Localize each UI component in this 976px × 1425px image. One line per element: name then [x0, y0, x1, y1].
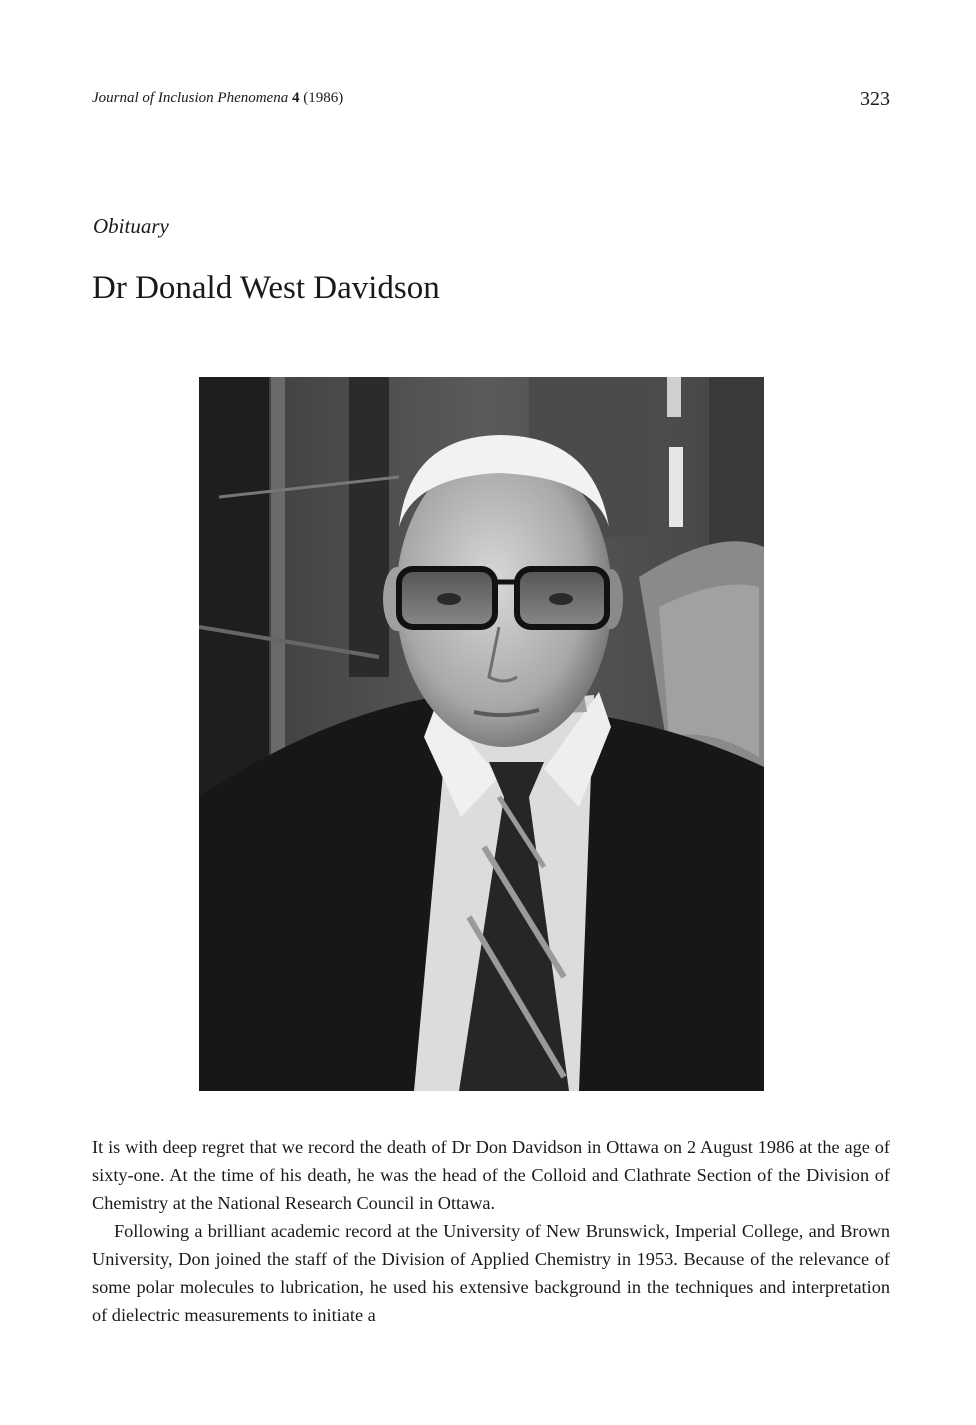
journal-citation: [92, 90, 343, 107]
page-number: 323: [860, 88, 890, 110]
journal-volume: 4: [291, 90, 300, 106]
article-body: [92, 1133, 890, 1329]
section-label: Obituary: [93, 214, 169, 238]
journal-year: (1986): [303, 90, 344, 106]
article-title: Dr Donald West Davidson: [92, 270, 440, 306]
portrait-photo: [199, 377, 764, 1091]
paragraph-1: It is with deep regret that we record the death of Dr Don Davidson in Ottawa on 2 August 1986 at the age of sixty-one. At the time of his death, he was the head of the Colloid and Clathrate Section of the Division of Chemistry at the National Research Council in Ottawa.: [92, 1137, 890, 1213]
paragraph-2: Following a brilliant academic record at the University of New Brunswick, Imperial College, and Brown University, Don joined the staff of the Division of Applied Chemistry in 1953. Because of the relevance of some polar molecules to lubrication, he used his extensive background in the techniques and interpretation of dielectric measurements to initiate a: [92, 1221, 890, 1325]
journal-name: Journal of Inclusion Phenomena: [92, 90, 289, 106]
running-head: [92, 88, 890, 114]
